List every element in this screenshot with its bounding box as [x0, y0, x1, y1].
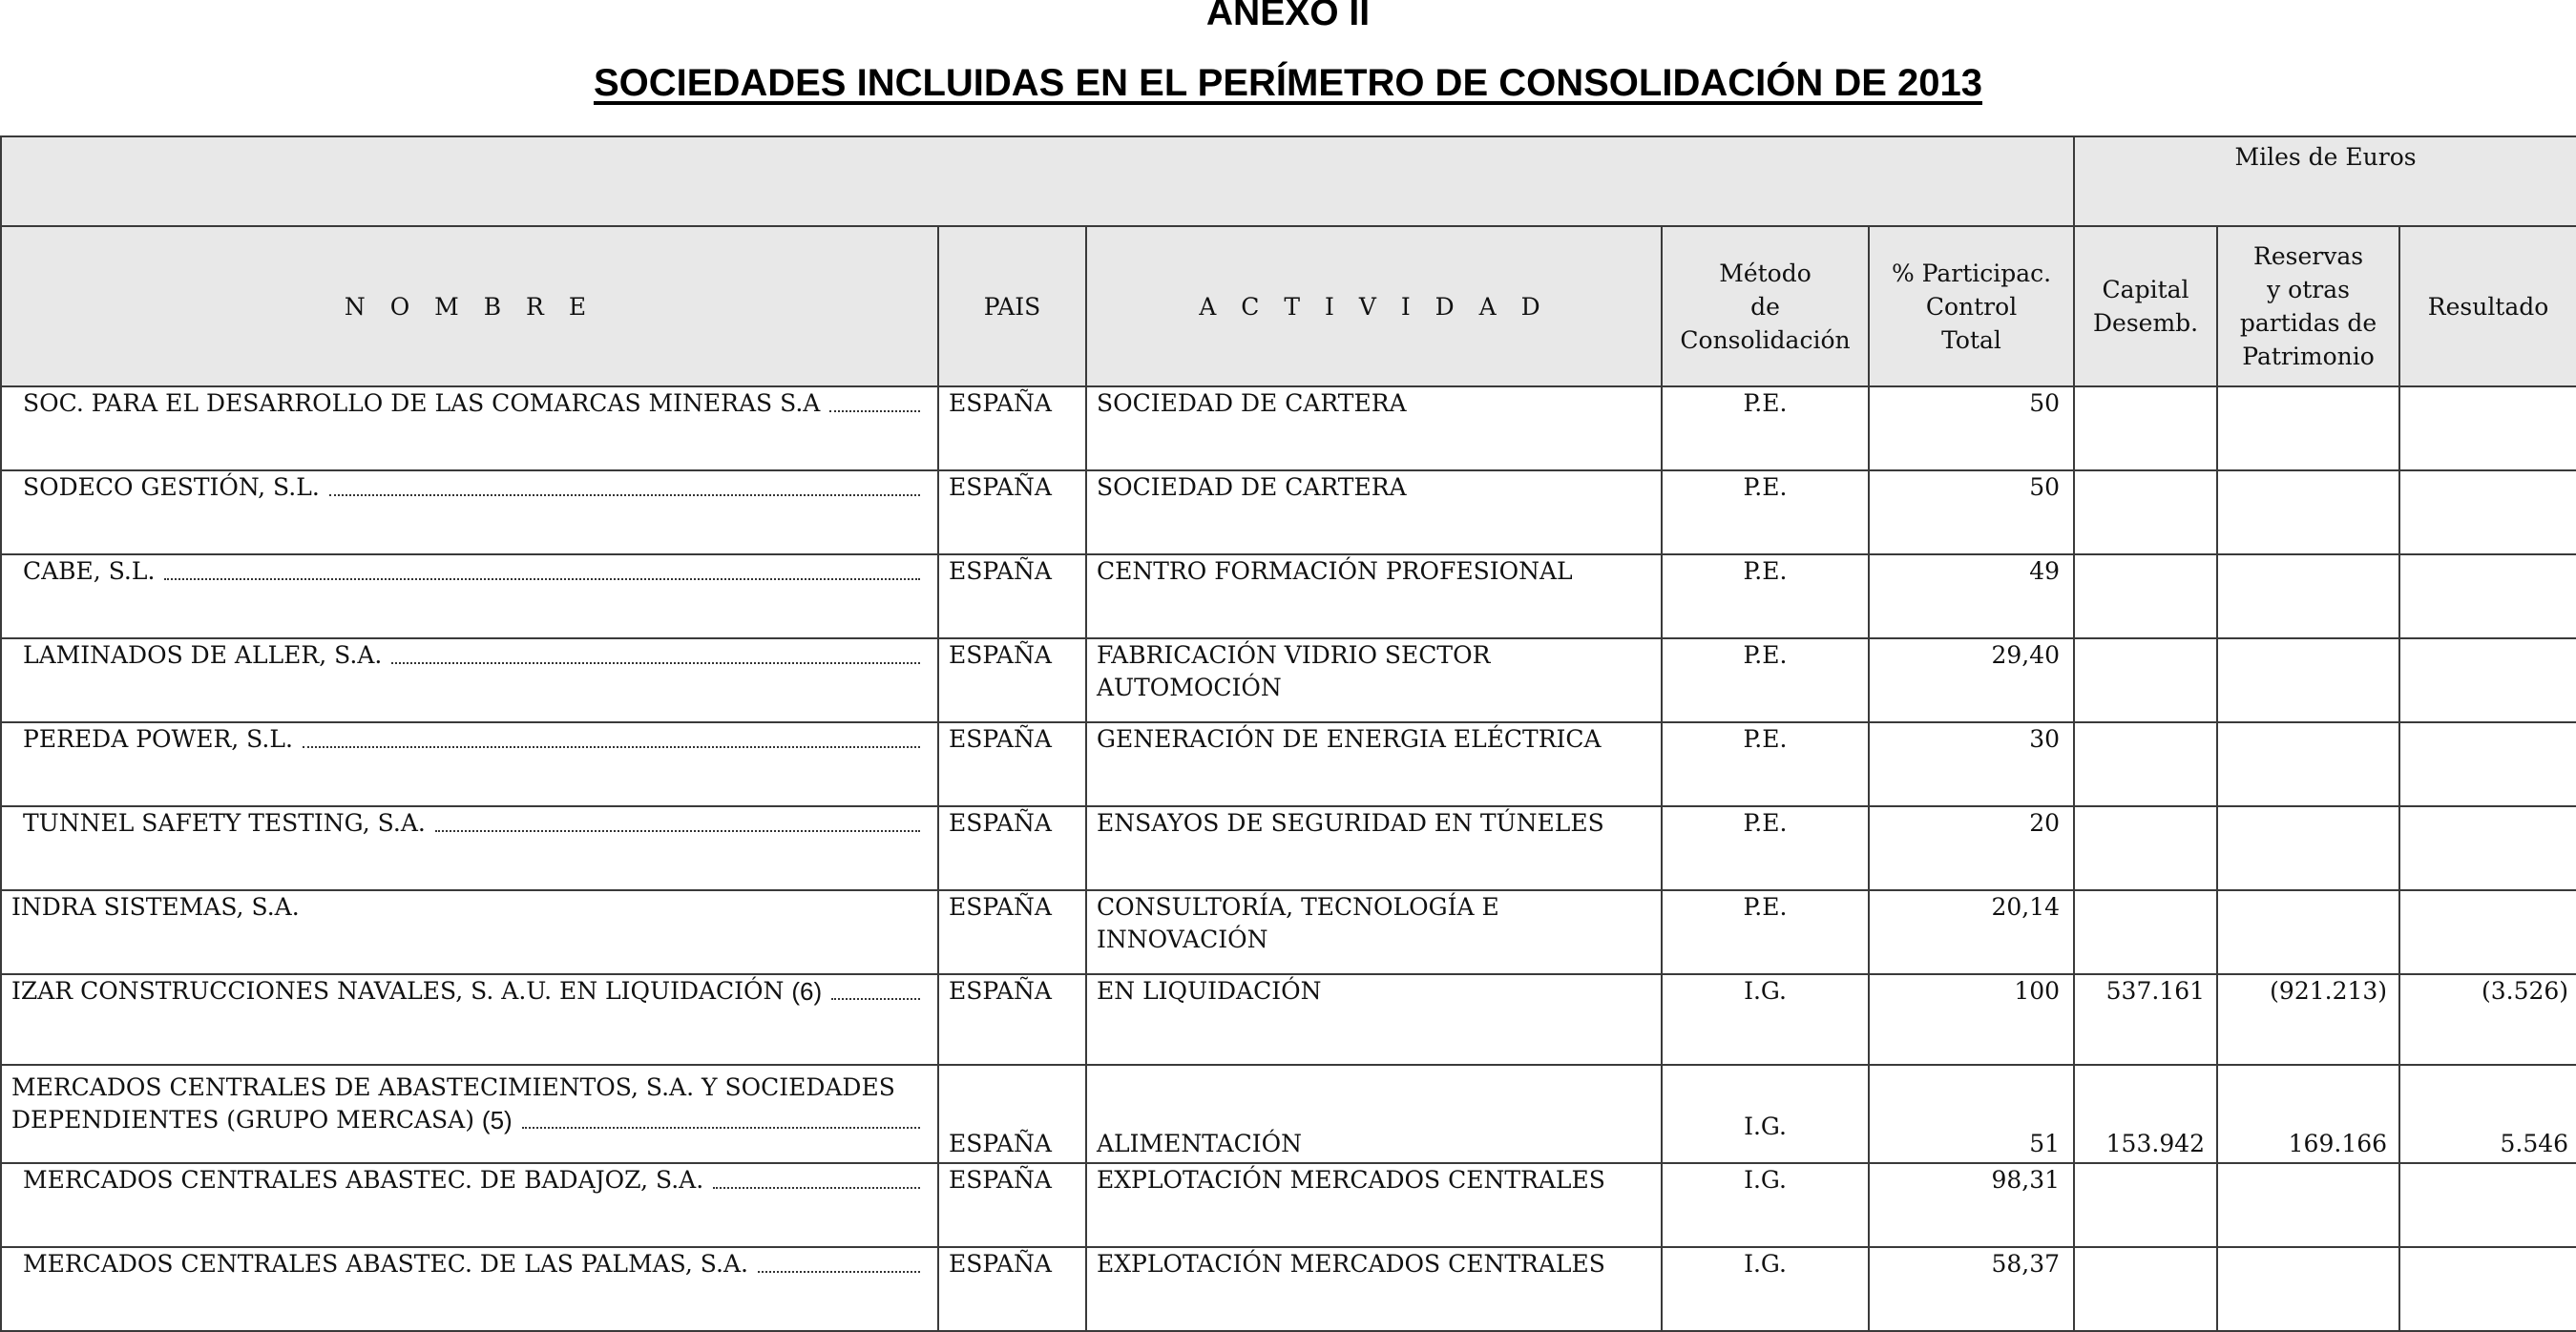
nombre-line-1: MERCADOS CENTRALES DE ABASTECIMIENTOS, S.A. Y SOCIEDADES: [11, 1073, 895, 1101]
nombre-text: SODECO GESTIÓN, S.L.: [23, 473, 320, 501]
particip-line-1: % Participac.: [1891, 259, 2052, 287]
cell-actividad: FABRICACIÓN VIDRIO SECTOR AUTOMOCIÓN: [1086, 638, 1662, 722]
cell-resultado: [2399, 1247, 2576, 1331]
dot-leader: [303, 746, 920, 748]
cell-pais: ESPAÑA: [938, 386, 1086, 470]
nombre-text: INDRA SISTEMAS, S.A.: [11, 893, 300, 921]
cell-participacion: 51: [1869, 1065, 2074, 1163]
nombre-text: CABE, S.L.: [23, 557, 156, 585]
cell-actividad: EXPLOTACIÓN MERCADOS CENTRALES: [1086, 1247, 1662, 1331]
cell-actividad: SOCIEDAD DE CARTERA: [1086, 386, 1662, 470]
cell-capital: [2074, 722, 2217, 806]
cell-participacion: 20: [1869, 806, 2074, 890]
cell-capital: [2074, 1247, 2217, 1331]
nombre-text: IZAR CONSTRUCCIONES NAVALES, S. A.U. EN LIQUIDACIÓN: [11, 977, 785, 1005]
cell-actividad: CENTRO FORMACIÓN PROFESIONAL: [1086, 554, 1662, 638]
capital-line-1: Capital: [2102, 276, 2189, 303]
cell-capital: 537.161: [2074, 974, 2217, 1065]
cell-participacion: 100: [1869, 974, 2074, 1065]
cell-reservas: (921.213): [2217, 974, 2399, 1065]
metodo-line-2: de: [1750, 292, 1780, 321]
cell-pais: ESPAÑA: [938, 1065, 1086, 1163]
cell-metodo: P.E.: [1662, 470, 1869, 554]
cell-participacion: 50: [1869, 386, 2074, 470]
table-row: [1, 1065, 2576, 1163]
cell-participacion: 29,40: [1869, 638, 2074, 722]
col-header-actividad-label: A C T I V I D A D: [1199, 292, 1549, 321]
dot-leader: [391, 662, 920, 664]
cell-reservas: [2217, 1247, 2399, 1331]
annex-label: ANEXO II: [1205, 0, 1371, 33]
col-header-metodo: [1662, 226, 1869, 386]
dot-leader: [758, 1271, 920, 1273]
cell-actividad: GENERACIÓN DE ENERGIA ELÉCTRICA: [1086, 722, 1662, 806]
cell-actividad: CONSULTORÍA, TECNOLOGÍA E INNOVACIÓN: [1086, 890, 1662, 974]
nombre-line-2: DEPENDIENTES (GRUPO MERCASA): [11, 1106, 474, 1134]
cell-reservas: [2217, 890, 2399, 974]
cell-nombre: [1, 1065, 938, 1163]
cell-participacion: 49: [1869, 554, 2074, 638]
table-row: [1, 806, 2576, 890]
cell-resultado: [2399, 722, 2576, 806]
cell-actividad: SOCIEDAD DE CARTERA: [1086, 470, 1662, 554]
col-header-nombre: [1, 226, 938, 386]
dot-leader: [829, 410, 920, 412]
cell-reservas: [2217, 806, 2399, 890]
reservas-line-1: Reservas: [2253, 242, 2364, 270]
cell-metodo: P.E.: [1662, 386, 1869, 470]
cell-actividad: ALIMENTACIÓN: [1086, 1065, 1662, 1163]
cell-capital: [2074, 1163, 2217, 1247]
nombre-text: MERCADOS CENTRALES ABASTEC. DE BADAJOZ, S.A.: [23, 1166, 704, 1194]
nombre-text: TUNNEL SAFETY TESTING, S.A.: [23, 809, 426, 837]
page-title: SOCIEDADES INCLUIDAS EN EL PERÍMETRO DE CONSOLIDACIÓN DE 2013: [593, 62, 1983, 104]
cell-reservas: 169.166: [2217, 1065, 2399, 1163]
cell-participacion: 20,14: [1869, 890, 2074, 974]
cell-resultado: (3.526): [2399, 974, 2576, 1065]
cell-pais: ESPAÑA: [938, 1247, 1086, 1331]
table-row: [1, 470, 2576, 554]
particip-line-2: Control: [1925, 292, 2018, 321]
cell-pais: ESPAÑA: [938, 638, 1086, 722]
cell-nombre: [1, 1247, 938, 1331]
cell-reservas: [2217, 1163, 2399, 1247]
col-header-actividad: [1086, 226, 1662, 386]
cell-nombre: [1, 386, 938, 470]
reservas-line-4: Patrimonio: [2242, 343, 2375, 370]
cell-nombre: [1, 470, 938, 554]
cell-participacion: 98,31: [1869, 1163, 2074, 1247]
cell-metodo: P.E.: [1662, 806, 1869, 890]
cell-resultado: [2399, 470, 2576, 554]
consolidation-table: [0, 135, 2576, 1332]
reservas-line-2: y otras: [2267, 276, 2350, 303]
nombre-text: SOC. PARA EL DESARROLLO DE LAS COMARCAS MINERAS S.A: [23, 389, 821, 417]
table-row: [1, 974, 2576, 1065]
nombre-text: PEREDA POWER, S.L.: [23, 725, 293, 753]
cell-pais: ESPAÑA: [938, 890, 1086, 974]
cell-capital: [2074, 806, 2217, 890]
col-header-participacion: [1869, 226, 2074, 386]
cell-nombre: [1, 1163, 938, 1247]
cell-resultado: [2399, 1163, 2576, 1247]
cell-nombre: [1, 554, 938, 638]
table-row: [1, 890, 2576, 974]
cell-resultado: 5.546: [2399, 1065, 2576, 1163]
cell-participacion: 50: [1869, 470, 2074, 554]
metodo-text: I.G.: [1744, 1113, 1787, 1140]
cell-reservas: [2217, 722, 2399, 806]
cell-participacion: 30: [1869, 722, 2074, 806]
capital-line-2: Desemb.: [2092, 309, 2199, 337]
dot-leader: [164, 578, 920, 580]
cell-metodo: [1662, 1065, 1869, 1163]
cell-capital: [2074, 890, 2217, 974]
cell-pais: ESPAÑA: [938, 1163, 1086, 1247]
cell-reservas: [2217, 554, 2399, 638]
table-row: [1, 1247, 2576, 1331]
cell-metodo: P.E.: [1662, 638, 1869, 722]
cell-pais: ESPAÑA: [938, 722, 1086, 806]
footnote-ref: (6): [791, 977, 823, 1006]
cell-nombre: [1, 638, 938, 722]
header-columns-row: [1, 226, 2576, 386]
dot-leader: [713, 1187, 920, 1189]
miles-de-euros-header: Miles de Euros: [2074, 136, 2576, 226]
table-row: [1, 554, 2576, 638]
cell-resultado: [2399, 638, 2576, 722]
cell-metodo: P.E.: [1662, 722, 1869, 806]
cell-metodo: I.G.: [1662, 974, 1869, 1065]
header-group-row: [1, 136, 2576, 226]
table-row: [1, 386, 2576, 470]
cell-metodo: P.E.: [1662, 890, 1869, 974]
cell-nombre: [1, 974, 938, 1065]
dot-leader: [522, 1127, 920, 1129]
header-blank-cell: [1, 136, 2074, 226]
cell-resultado: [2399, 890, 2576, 974]
col-header-reservas: [2217, 226, 2399, 386]
cell-resultado: [2399, 554, 2576, 638]
table-row: [1, 722, 2576, 806]
table-row: [1, 638, 2576, 722]
cell-participacion: 58,37: [1869, 1247, 2074, 1331]
cell-metodo: P.E.: [1662, 554, 1869, 638]
dot-leader: [831, 998, 920, 1000]
nombre-text: MERCADOS CENTRALES ABASTEC. DE LAS PALMAS, S.A.: [23, 1250, 748, 1278]
footnote-ref: (5): [481, 1106, 513, 1134]
cell-capital: [2074, 554, 2217, 638]
dot-leader: [329, 494, 920, 496]
metodo-line-3: Consolidación: [1680, 325, 1851, 354]
cell-capital: [2074, 470, 2217, 554]
cell-reservas: [2217, 470, 2399, 554]
cell-actividad: ENSAYOS DE SEGURIDAD EN TÚNELES: [1086, 806, 1662, 890]
cell-capital: [2074, 386, 2217, 470]
col-header-capital: [2074, 226, 2217, 386]
metodo-line-1: Método: [1719, 259, 1812, 287]
cell-resultado: [2399, 386, 2576, 470]
cell-pais: ESPAÑA: [938, 470, 1086, 554]
cell-pais: ESPAÑA: [938, 806, 1086, 890]
cell-actividad: EN LIQUIDACIÓN: [1086, 974, 1662, 1065]
nombre-text: LAMINADOS DE ALLER, S.A.: [23, 641, 383, 669]
cell-reservas: [2217, 638, 2399, 722]
cell-nombre: [1, 890, 938, 974]
reservas-line-3: partidas de: [2239, 309, 2377, 337]
table-row: [1, 1163, 2576, 1247]
cell-pais: ESPAÑA: [938, 554, 1086, 638]
cell-resultado: [2399, 806, 2576, 890]
cell-nombre: [1, 806, 938, 890]
particip-line-3: Total: [1941, 325, 2001, 354]
cell-actividad: EXPLOTACIÓN MERCADOS CENTRALES: [1086, 1163, 1662, 1247]
cell-metodo: I.G.: [1662, 1163, 1869, 1247]
cell-capital: 153.942: [2074, 1065, 2217, 1163]
col-header-resultado: Resultado: [2399, 226, 2576, 386]
cell-reservas: [2217, 386, 2399, 470]
cell-metodo: I.G.: [1662, 1247, 1869, 1331]
cell-nombre: [1, 722, 938, 806]
dot-leader: [435, 830, 920, 832]
col-header-pais: PAIS: [938, 226, 1086, 386]
cell-pais: ESPAÑA: [938, 974, 1086, 1065]
cell-capital: [2074, 638, 2217, 722]
col-header-nombre-label: N O M B R E: [344, 292, 596, 321]
